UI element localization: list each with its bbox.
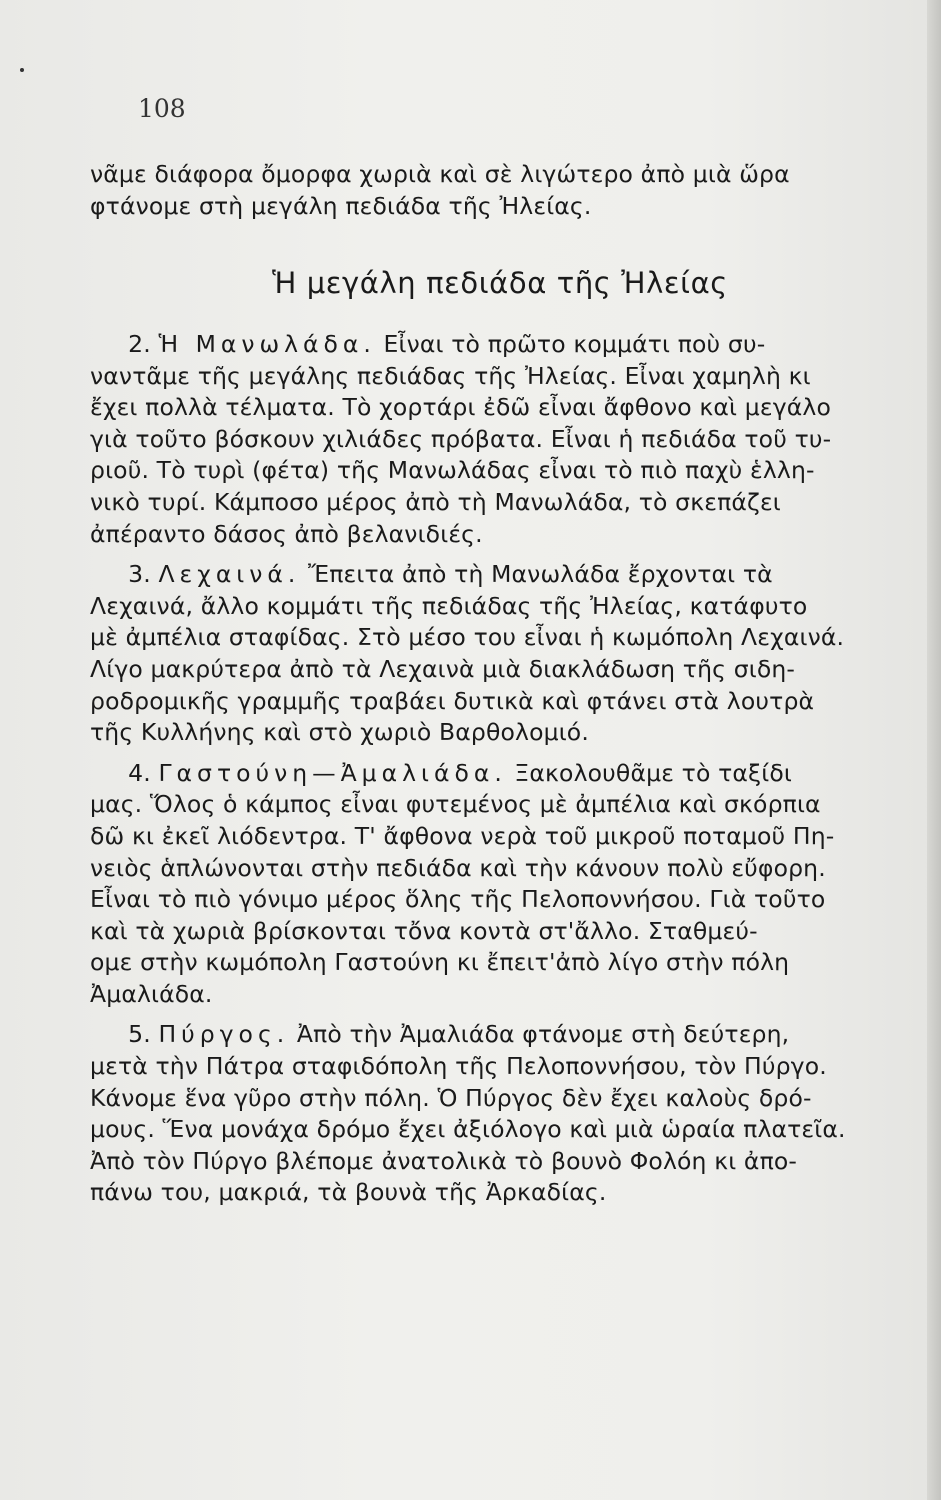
section-number: 3. <box>128 560 151 589</box>
section-manolada <box>90 329 910 550</box>
text-line: νᾶμε διάφορα ὄμορφα χωριὰ καὶ σὲ λιγώτερο ἀπὸ μιὰ ὥρα <box>90 160 790 188</box>
section-title: Πύργος. <box>158 1020 290 1049</box>
section-lechaina <box>90 559 910 749</box>
text-line: καὶ τὰ χωριὰ βρίσκονται τὄνα κοντὰ στ'ἄλλο. Σταθμεύ- <box>90 916 758 945</box>
section-number: 4. <box>128 758 151 787</box>
text-line: μους. Ἕνα μονάχα δρόμο ἔχει ἀξιόλογο καὶ μιὰ ὡραία πλατεῖα. <box>90 1115 846 1144</box>
text-line: Κάνομε ἕνα γῦρο στὴν πόλη. Ὁ Πύργος δὲν ἔχει καλοὺς δρό- <box>90 1083 812 1112</box>
text-line: μας. Ὅλος ὁ κάμπος εἶναι φυτεμένος μὲ ἀμπέλια καὶ σκόρπια <box>90 790 821 819</box>
section-number: 5. <box>128 1020 151 1049</box>
section-gastouni-amaliada <box>90 758 910 1011</box>
text-line: ομε στὴν κωμόπολη Γαστούνη κι ἔπειτ'ἀπὸ λίγο στὴν πόλη <box>90 948 790 977</box>
text-line: ροδρομικῆς γραμμῆς τραβάει δυτικὰ καὶ φτάνει στὰ λουτρὰ <box>90 686 815 715</box>
text-line: φτάνομε στὴ μεγάλη πεδιάδα τῆς Ἠλείας. <box>90 191 592 220</box>
text-line: Ἀπὸ τὸν Πύργο βλέπομε ἀνατολικὰ τὸ βουνὸ Φολόη κι ἀπο- <box>90 1146 798 1175</box>
text-line: δῶ κι ἐκεῖ λιόδεντρα. Τ' ἄφθονα νερὰ τοῦ μικροῦ ποταμοῦ Πη- <box>90 821 835 850</box>
text-line: γιὰ τοῦτο βόσκουν χιλιάδες πρόβατα. Εἶναι ἡ πεδιάδα τοῦ τυ- <box>90 424 832 453</box>
section-first-line <box>90 559 910 591</box>
text-line: ναντᾶμε τῆς μεγάλης πεδιάδας τῆς Ἠλείας. Εἶναι χαμηλὴ κι <box>90 361 811 390</box>
section-first-line-text: Εἶναι τὸ πρῶτο κομμάτι ποὺ συ- <box>383 330 766 358</box>
section-title: Λεχαινά. <box>158 560 301 589</box>
section-pyrgos <box>90 1019 910 1209</box>
section-first-line <box>90 1019 910 1051</box>
text-line: πάνω του, μακριά, τὰ βουνὰ τῆς Ἀρκαδίας. <box>90 1178 607 1207</box>
text-line: Ἀμαλιάδα. <box>90 979 213 1008</box>
print-speck <box>20 68 24 72</box>
section-title: Ἡ Μανωλάδα. <box>158 330 376 358</box>
section-first-line <box>90 329 910 361</box>
text-line: μετὰ τὴν Πάτρα σταφιδόπολη τῆς Πελοποννήσου, τὸν Πύργο. <box>90 1052 827 1081</box>
text-line: ἔχει πολλὰ τέλματα. Τὸ χορτάρι ἐδῶ εἶναι ἄφθονο καὶ μεγάλο <box>90 393 831 422</box>
sections-body <box>90 329 910 1218</box>
section-first-line-text: Ξακολουθᾶμε τὸ ταξίδι <box>514 758 793 787</box>
section-first-line-text: Ἔπειτα ἀπὸ τὴ Μανωλάδα ἔρχονται τὰ <box>307 560 773 589</box>
section-title: Γαστούνη—Ἀμαλιάδα. <box>158 758 507 787</box>
text-line: Εἶναι τὸ πιὸ γόνιμο μέρος ὅλης τῆς Πελοποννήσου. Γιὰ τοῦτο <box>90 885 826 914</box>
text-line: ριοῦ. Τὸ τυρὶ (φέτα) τῆς Μανωλάδας εἶναι τὸ πιὸ παχὺ ἑλλη- <box>90 456 815 485</box>
text-line: Λίγο μακρύτερα ἀπὸ τὰ Λεχαινὰ μιὰ διακλάδωση τῆς σιδη- <box>90 654 796 683</box>
section-first-line-text: Ἀπὸ τὴν Ἀμαλιάδα φτάνομε στὴ δεύτερη, <box>296 1020 790 1049</box>
text-line: μὲ ἀμπέλια σταφίδας. Στὸ μέσο του εἶναι ἡ κωμόπολη Λεχαινά. <box>90 623 845 652</box>
section-number: 2. <box>128 330 151 358</box>
text-line: Λεχαινά, ἄλλο κομμάτι τῆς πεδιάδας τῆς Ἠλείας, κατάφυτο <box>90 591 808 620</box>
text-line: νικὸ τυρί. Κάμποσο μέρος ἀπὸ τὴ Μανωλάδα, τὸ σκεπάζει <box>90 487 781 516</box>
book-spine-edge <box>927 0 941 1500</box>
text-line: τῆς Κυλλήνης καὶ στὸ χωριὸ Βαρθολομιό. <box>90 718 589 747</box>
text-line: νειὸς ἁπλώνονται στὴν πεδιάδα καὶ τὴν κάνουν πολὺ εὔφορη. <box>90 853 826 882</box>
intro-paragraph <box>90 159 910 222</box>
page-number: 108 <box>138 94 186 123</box>
section-first-line <box>90 758 910 790</box>
section-heading: Ἡ μεγάλη πεδιάδα τῆς Ἠλείας <box>272 266 728 300</box>
text-line: ἀπέραντο δάσος ἀπὸ βελανιδιές. <box>90 519 483 548</box>
